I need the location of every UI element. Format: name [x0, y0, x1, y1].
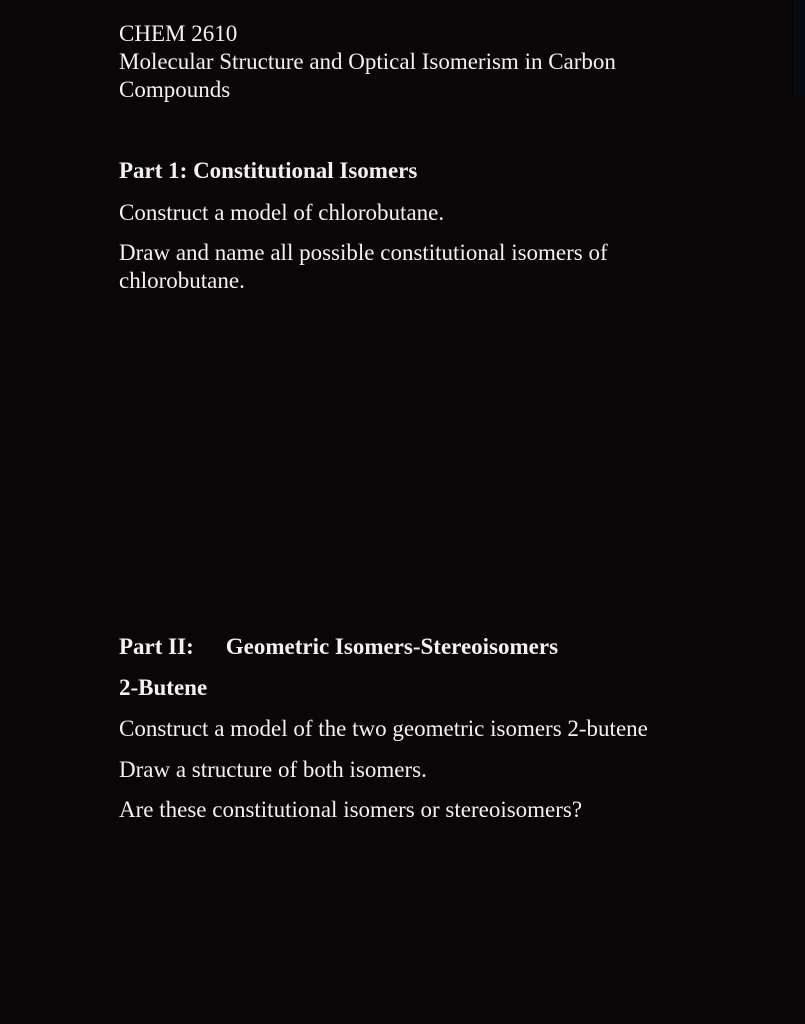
part2-heading-title: Geometric Isomers-Stereoisomers	[225, 634, 559, 659]
page-edge-strip	[793, 0, 805, 96]
course-code: CHEM 2610	[119, 21, 238, 46]
part2-question: Are these constitutional isomers or stereoisomers?	[119, 797, 583, 822]
part1-instruction-draw-line-1: Draw and name all possible constitutional isomers of	[119, 240, 608, 265]
part1-heading: Part 1: Constitutional Isomers	[119, 158, 418, 183]
part2-subheading: 2-Butene	[119, 675, 208, 700]
part2-instruction-draw: Draw a structure of both isomers.	[119, 757, 427, 782]
part2-heading-label: Part II:	[119, 634, 194, 659]
part2-instruction-construct: Construct a model of the two geometric isomers 2-butene	[119, 716, 648, 741]
part1-instruction-construct: Construct a model of chlorobutane.	[119, 200, 445, 225]
part2-heading	[119, 633, 558, 661]
part1-instruction-draw-line-2: chlorobutane.	[119, 268, 245, 293]
document-title-line-1: Molecular Structure and Optical Isomerism in Carbon	[119, 49, 616, 74]
document-title-line-2: Compounds	[119, 77, 231, 102]
